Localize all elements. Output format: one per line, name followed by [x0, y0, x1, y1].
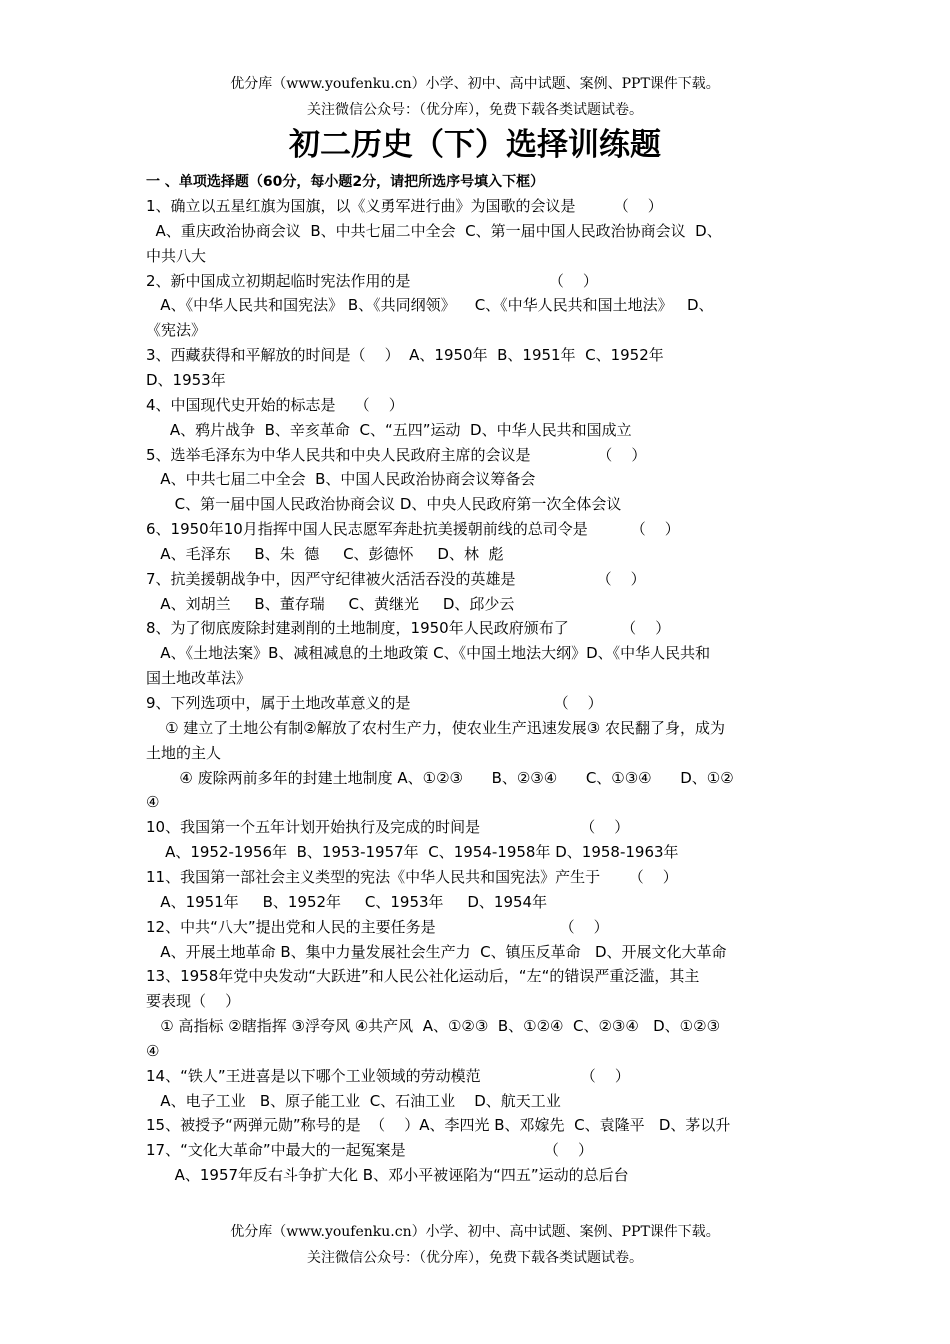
- header-line-1: 优分库（www.youfenku.cn）小学、初中、高中试题、案例、PPT课件下载。: [230, 76, 720, 92]
- question-line: A、电子工业 B、原子能工业 C、石油工业 D、航天工业: [146, 1091, 561, 1110]
- footer-line-1: 优分库（www.youfenku.cn）小学、初中、高中试题、案例、PPT课件下载。: [230, 1224, 720, 1240]
- question-line: ④: [146, 1041, 160, 1060]
- question-line: 13、1958年党中央发动“大跃进”和人民公社化运动后，“左“的错误严重泛滥，其主: [146, 967, 700, 986]
- question-line: 11、我国第一部社会主义类型的宪法《中华人民共和国宪法》产生于 （ ）: [146, 867, 678, 886]
- question-line: A、《土地法案》B、减租减息的土地政策 C、《中国土地法大纲》D、《中华人民共和: [146, 644, 711, 663]
- question-line: A、毛泽东 B、朱 德 C、彭德怀 D、林 彪: [146, 544, 504, 563]
- question-line: 2、新中国成立初期起临时宪法作用的是 （ ）: [146, 271, 598, 290]
- question-line: 3、西藏获得和平解放的时间是（ ） A、1950年 B、1951年 C、1952年: [146, 346, 664, 365]
- question-line: 土地的主人: [146, 743, 222, 762]
- question-line: A、1952-1956年 B、1953-1957年 C、1954-1958年 D、1958-1963年: [146, 843, 679, 862]
- question-line: 6、1950年10月指挥中国人民志愿军奔赴抗美援朝前线的总司令是 （ ）: [146, 520, 680, 539]
- question-line: 8、为了彻底废除封建剥削的土地制度，1950年人民政府颁布了 （ ）: [146, 619, 671, 638]
- question-line: ① 建立了土地公有制②解放了农村生产力，使农业生产迅速发展③ 农民翻了身，成为: [146, 718, 725, 737]
- question-line: A、刘胡兰 B、董存瑞 C、黄继光 D、邱少云: [146, 594, 515, 613]
- question-line: 9、下列选项中，属于土地改革意义的是 （ ）: [146, 694, 603, 712]
- question-line: ④: [146, 793, 160, 812]
- question-line: 1、确立以五星红旗为国旗，以《义勇军进行曲》为国歌的会议是 （ ）: [146, 197, 663, 215]
- question-line: A、重庆政治协商会议 B、中共七届二中全会 C、第一届中国人民政治协商会议 D、: [146, 221, 722, 240]
- question-line: 12、中共“八大”提出党和人民的主要任务是 （ ）: [146, 917, 609, 936]
- question-line: A、1957年反右斗争扩大化 B、邓小平被诬陷为“四五”运动的总后台: [146, 1166, 629, 1185]
- question-line: A、开展土地革命 B、集中力量发展社会生产力 C、镇压反革命 D、开展文化大革命: [146, 942, 727, 961]
- header-line-2: 关注微信公众号：（优分库），免费下载各类试题试卷。: [307, 102, 643, 118]
- question-line: 要表现（ ）: [146, 992, 241, 1011]
- question-line: A、1951年 B、1952年 C、1953年 D、1954年: [146, 892, 548, 911]
- question-line: 15、被授予“两弹元勋”称号的是 （ ）A、李四光 B、邓嫁先 C、袁隆平 D、茅以升: [146, 1116, 731, 1135]
- question-line: 国土地改革法》: [146, 669, 252, 688]
- question-line: A、《中华人民共和国宪法》 B、《共同纲领》 C、《中华人民共和国土地法》 D、: [146, 296, 714, 315]
- question-line: 17、“文化大革命”中最大的一起冤案是 （ ）: [146, 1141, 593, 1160]
- question-line: 10、我国第一个五年计划开始执行及完成的时间是 （ ）: [146, 818, 630, 837]
- question-line: 7、抗美援朝战争中，因严守纪律被火活活吞没的英雄是 （ ）: [146, 569, 646, 588]
- question-line: 4、中国现代史开始的标志是 （ ）: [146, 395, 404, 414]
- question-line: 《宪法》: [146, 321, 207, 340]
- question-line: A、鸦片战争 B、辛亥革命 C、“五四”运动 D、中华人民共和国成立: [146, 420, 632, 439]
- question-line: D、1953年: [146, 370, 226, 389]
- question-line: 14、“铁人”王进喜是以下哪个工业领域的劳动模范 （ ）: [146, 1066, 630, 1085]
- question-line: C、第一届中国人民政治协商会议 D、中央人民政府第一次全体会议: [146, 495, 622, 514]
- question-line: ① 高指标 ②瞎指挥 ③浮夸风 ④共产风 A、①②③ B、①②④ C、②③④ D、①②③: [146, 1017, 721, 1036]
- question-line: 中共八大: [146, 246, 207, 265]
- question-line: A、中共七届二中全会 B、中国人民政治协商会议筹备会: [146, 470, 536, 489]
- page-title: 初二历史（下）选择训练题: [289, 127, 661, 163]
- question-line: 5、选举毛泽东为中华人民共和中央人民政府主席的会议是 （ ）: [146, 445, 647, 464]
- footer-line-2: 关注微信公众号：（优分库），免费下载各类试题试卷。: [307, 1250, 643, 1266]
- question-line: ④ 废除两前多年的封建土地制度 A、①②③ B、②③④ C、①③④ D、①②: [146, 768, 734, 787]
- section-heading: 一 、单项选择题（60分，每小题2分，请把所选序号填入下框）: [146, 174, 545, 190]
